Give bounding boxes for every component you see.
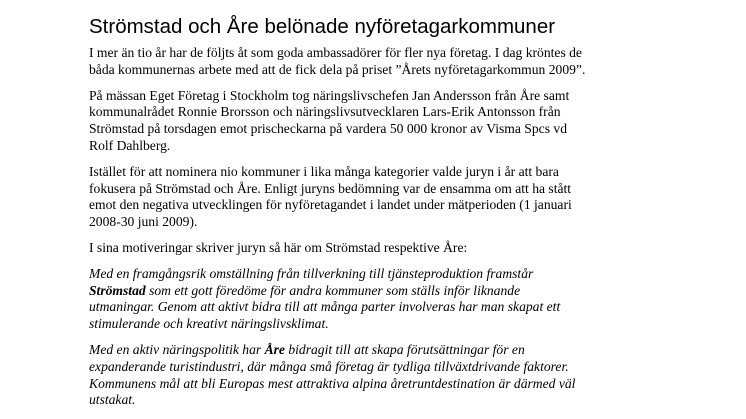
text-line: I sina motiveringar skriver juryn så här om Strömstad respektive Åre: — [89, 239, 468, 255]
text-line: På mässan Eget Företag i Stockholm tog näringslivschefen Jan Andersson från Åre samt — [89, 87, 570, 103]
text-line: emot den negativa utvecklingen för nyföretagandet i landet under mätperioden (1 januari — [89, 197, 572, 213]
paragraph-award-ceremony — [89, 88, 659, 155]
text-line — [89, 342, 659, 359]
text-line: utstakat. — [89, 392, 136, 408]
quote-stromstad — [89, 266, 659, 333]
text-line: fokusera på Strömstad och Åre. Enligt juryns bedömning var de ensamma om att ha stått — [89, 180, 572, 196]
text-line: Strömstad på torsdagen emot prischeckarna på vardera 50 000 kronor av Visma Spcs vd — [89, 121, 567, 137]
text-fragment: Med en aktiv näringspolitik har — [89, 341, 265, 357]
bold-municipality-name: Strömstad — [89, 282, 146, 298]
text-line: stimulerande och kreativt näringslivsklimat. — [89, 316, 329, 332]
article-title: Strömstad och Åre belönade nyföretagarkommuner — [89, 15, 556, 38]
text-line: kommunalrådet Ronnie Brorsson och näringslivsutvecklaren Lars-Erik Antonsson från — [89, 104, 561, 120]
text-line: utmaningar. Genom att aktivt bidra till att många parter involveras har man skapat ett — [89, 299, 561, 315]
text-line: Med en framgångsrik omställning från tillverkning till tjänsteproduktion framstår — [89, 265, 534, 281]
paragraph-motivations-intro — [89, 240, 659, 257]
text-line: I mer än tio år har de följts åt som goda ambassadörer för fler nya företag. I dag kröntes de — [89, 45, 582, 60]
article — [89, 14, 659, 418]
bold-municipality-name: Åre — [264, 341, 285, 357]
text-fragment: bidragit till att skapa förutsättningar för en — [284, 341, 525, 357]
text-line: 2008-30 juni 2009). — [89, 214, 198, 230]
paragraph-jury-decision — [89, 164, 659, 231]
text-line: båda kommunernas arbete med att de fick dela på priset ”Årets nyföretagarkommun 2009”. — [89, 61, 586, 77]
text-line: Istället för att nominera nio kommuner i lika många kategorier valde juryn i år att bara — [89, 163, 559, 179]
text-line: Rolf Dahlberg. — [89, 137, 171, 153]
text-line — [89, 283, 659, 300]
text-line: expanderande turistindustri, där många små företag är tydliga tillväxtdrivande faktorer. — [89, 358, 569, 374]
text-fragment: som ett gott föredöme för andra kommuner som ställs inför liknande — [145, 282, 521, 298]
paragraph-intro — [89, 45, 659, 79]
text-line: Kommunens mål att bli Europas mest attraktiva alpina åretruntdestination är därmed väl — [89, 375, 576, 391]
quote-are — [89, 342, 659, 409]
